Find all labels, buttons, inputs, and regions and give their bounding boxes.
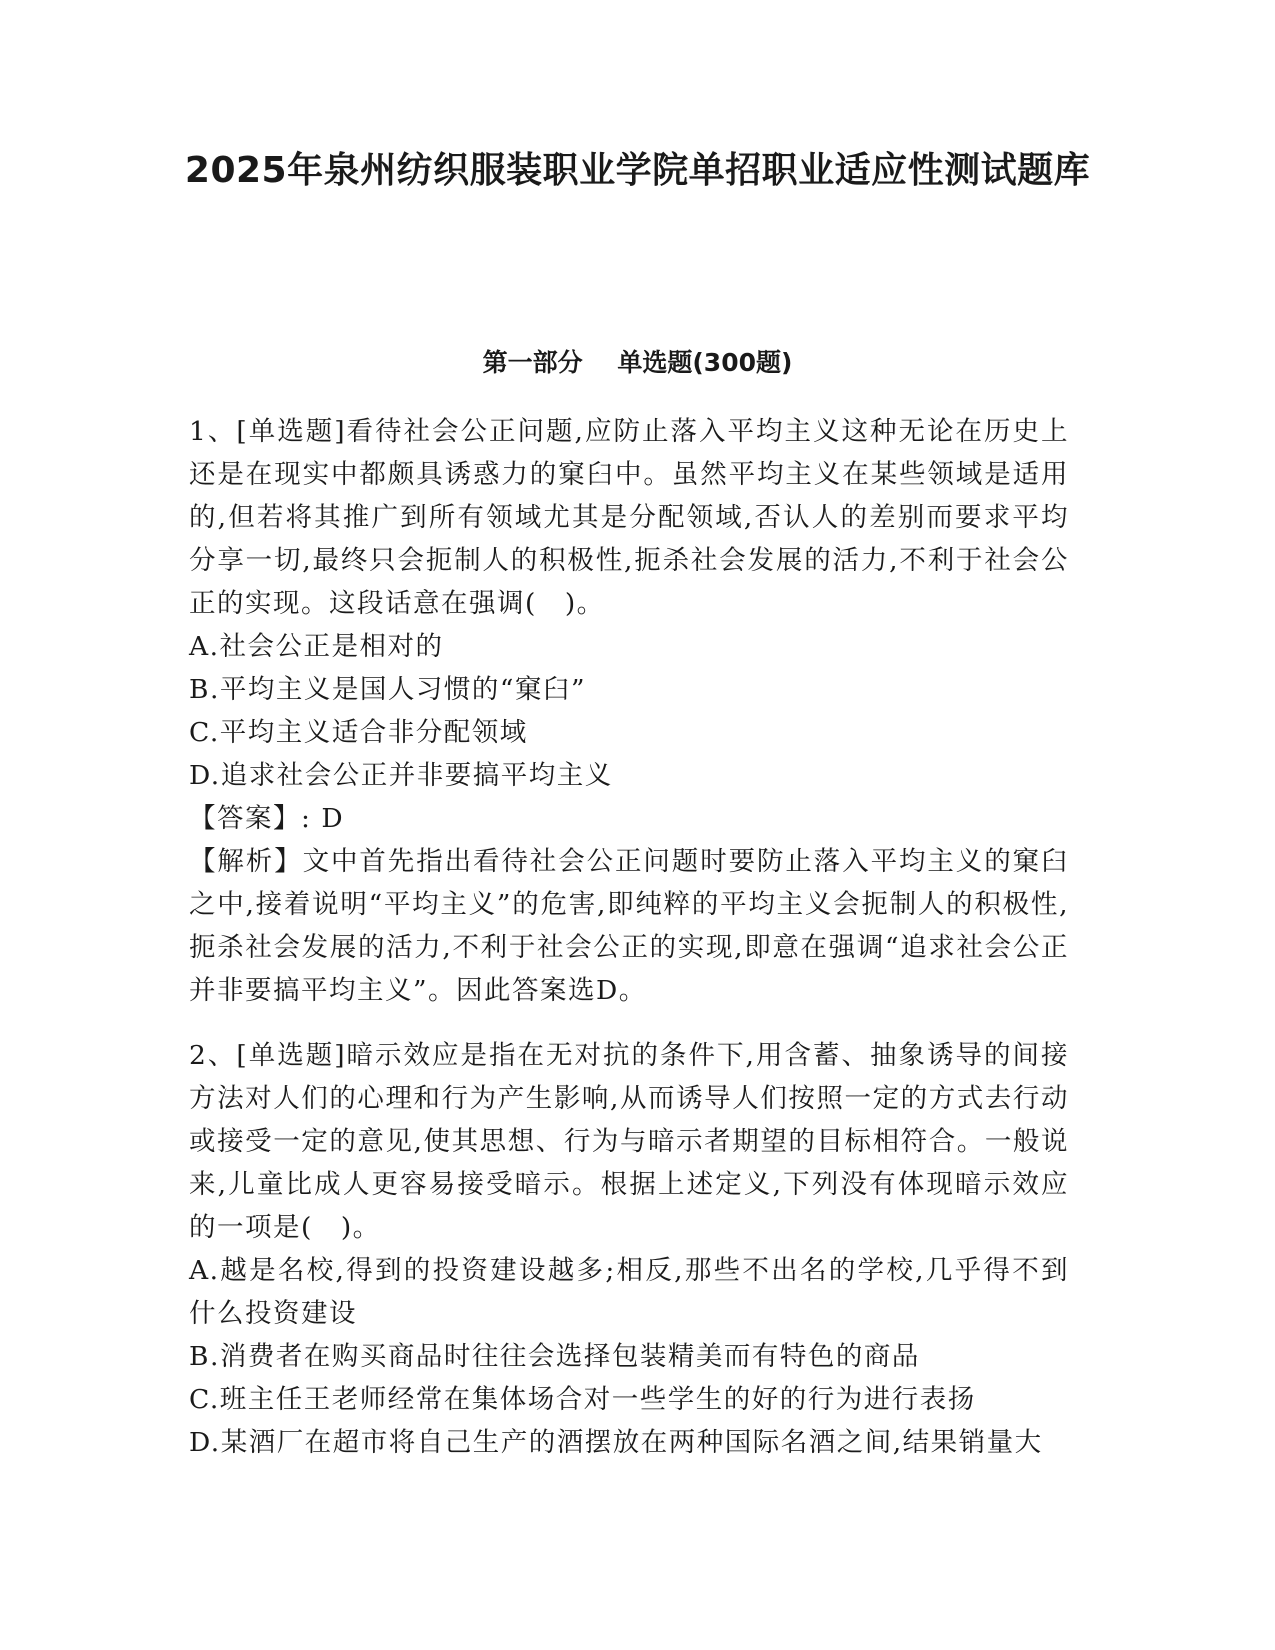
question-stem: 1、[单选题]看待社会公正问题,应防止落入平均主义这种无论在历史上还是在现实中都颇具诱惑力的窠臼中。虽然平均主义在某些领域是适用的,但若将其推广到所有领域尤其是分配领域,否认人的差别而要求平均分享一切,最终只会扼制人的积极性,扼杀社会发展的活力,不利于社会公正的实现。这段话意在强调( )。 — [189, 416, 1069, 619]
option-d: D.某酒厂在超市将自己生产的酒摆放在两种国际名酒之间,结果销量大 — [189, 1427, 1043, 1458]
option-c: C.班主任王老师经常在集体场合对一些学生的好的行为进行表扬 — [189, 1384, 976, 1415]
option-d: D.追求社会公正并非要搞平均主义 — [189, 760, 613, 791]
option-a: A.越是名校,得到的投资建设越多;相反,那些不出名的学校,几乎得不到什么投资建设 — [189, 1255, 1069, 1329]
option-a: A.社会公正是相对的 — [189, 631, 444, 662]
answer-line: 【答案】: D — [189, 803, 345, 834]
section-heading: 第一部分 单选题(300题) — [482, 348, 793, 377]
analysis-paragraph: 【解析】文中首先指出看待社会公正问题时要防止落入平均主义的窠臼之中,接着说明“平均主义”的危害,即纯粹的平均主义会扼制人的积极性,扼杀社会发展的活力,不利于社会公正的实现,即意在强调“追求社会公正并非要搞平均主义”。因此答案选D。 — [189, 846, 1069, 1006]
question-2 — [189, 1034, 1069, 1464]
option-b: B.平均主义是国人习惯的“窠臼” — [189, 674, 586, 705]
option-c: C.平均主义适合非分配领域 — [189, 717, 528, 748]
question-stem: 2、[单选题]暗示效应是指在无对抗的条件下,用含蓄、抽象诱导的间接方法对人们的心理和行为产生影响,从而诱导人们按照一定的方式去行动或接受一定的意见,使其思想、行为与暗示者期望的目标相符合。一般说来,儿童比成人更容易接受暗示。根据上述定义,下列没有体现暗示效应的一项是( )。 — [189, 1040, 1069, 1243]
option-b: B.消费者在购买商品时往往会选择包装精美而有特色的商品 — [189, 1341, 920, 1372]
document-title: 2025年泉州纺织服装职业学院单招职业适应性测试题库 — [184, 150, 1091, 191]
question-1 — [189, 410, 1069, 1012]
question-list — [189, 410, 1069, 1486]
